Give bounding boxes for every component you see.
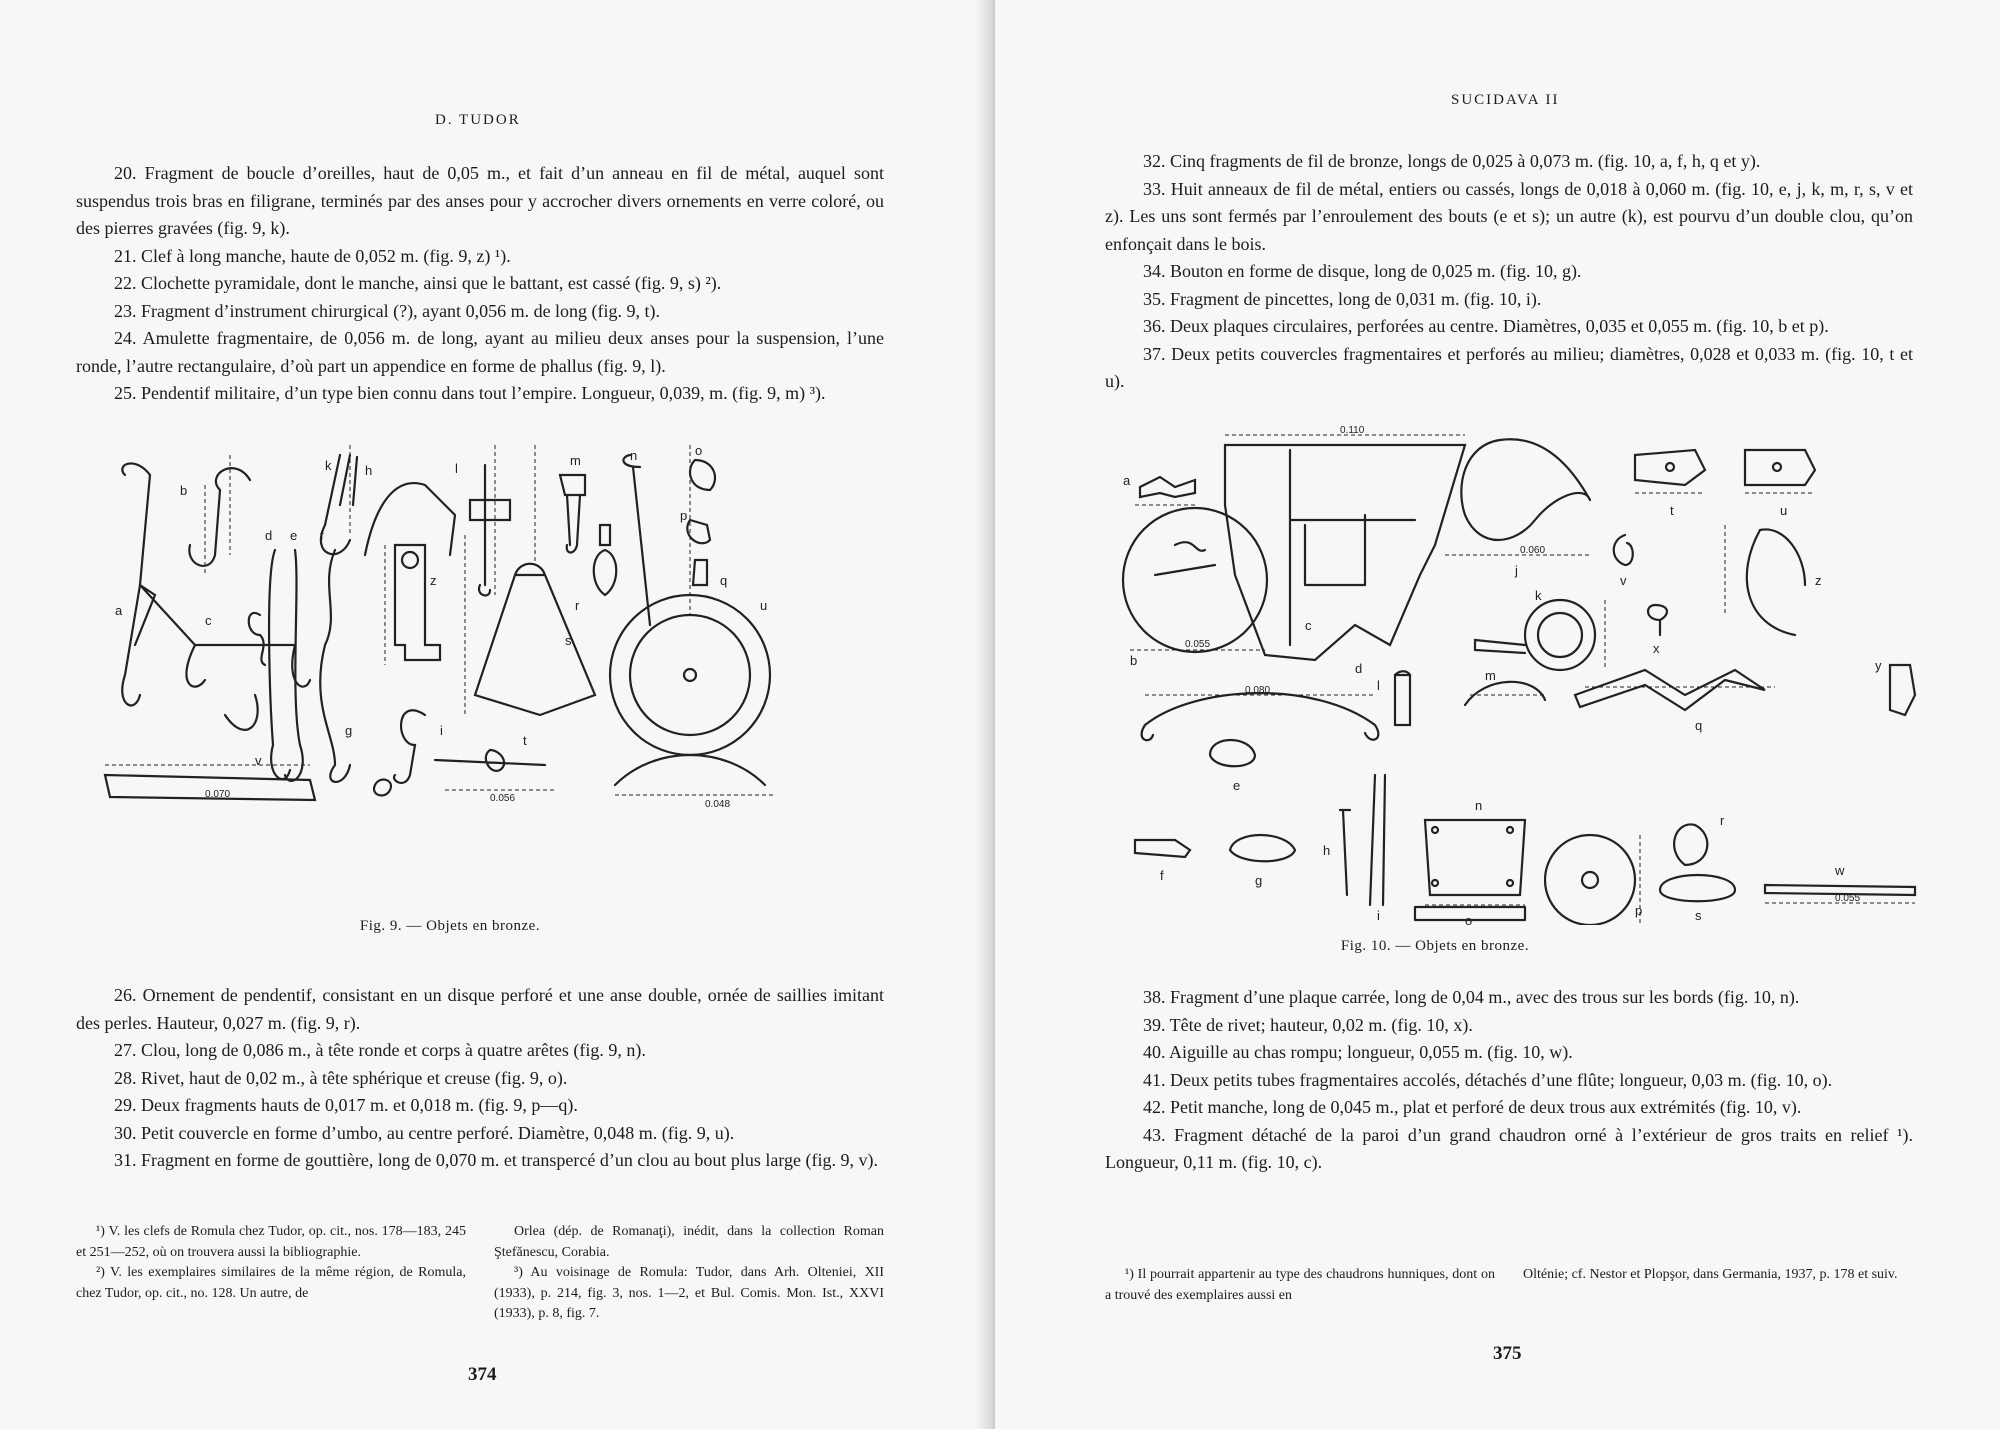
fig9-label-p: p [680,508,688,523]
fig10-label-k: k [1535,588,1542,603]
fig9-dim-u: 0.048 [705,799,731,810]
paragraph-40: 40. Aiguille au chas rompu; longueur, 0,055 m. (fig. 10, w). [1143,1042,1573,1062]
fig9-dim-v: 0.070 [205,789,231,800]
paragraph-34: 34. Bouton en forme de disque, long de 0,025 m. (fig. 10, g). [1143,261,1582,281]
fig9-label-n: n [630,448,638,463]
fig9-label-l: l [455,461,458,476]
paragraph-41: 41. Deux petits tubes fragmentaires accolés, détachés d’une flûte; longueur, 0,03 m. (fig. 10, o). [1143,1069,1833,1090]
fig9-dim-t: 0.056 [490,793,516,804]
left-text-bottom [76,982,884,1175]
fig10-label-a: a [1123,473,1131,488]
fig10-dim-d: 0.080 [1245,685,1271,696]
right-text-top [1105,148,1913,396]
paragraph-21: 21. Clef à long manche, haute de 0,052 m. (fig. 9, z) ¹). [114,245,511,266]
paragraph-26: 26. Ornement de pendentif, consistant en un disque perforé et une anse double, ornée de saillies imitant des perles. Hauteur, 0,027 m. (fig. 9, r). [76,985,884,1033]
left-footnotes-col1 [76,1222,466,1304]
fig9-label-i: i [440,723,443,738]
paragraph-33: 33. Huit anneaux de fil de métal, entiers ou cassés, longs de 0,018 à 0,060 m. (fig. 10, e, j, k, m, r, s, v et z). Les uns sont fermés par l’enroulement des bouts (e et s); un autre (k), est pourvu d’un double clou, qu’on enfonçait dans le bois. [1105,178,1913,254]
fig10-dim-c: 0.110 [1340,425,1365,436]
paragraph-43: 43. Fragment détaché de la paroi d’un grand chaudron orné à l’extérieur de gros traits en relief ¹). Longueur, 0,11 m. (fig. 10, c). [1105,1124,1913,1172]
figure-9 [95,445,885,905]
paragraph-32: 32. Cinq fragments de fil de bronze, longs de 0,025 à 0,073 m. (fig. 10, a, f, h, q et y). [1143,151,1761,171]
fig10-label-y: y [1875,658,1882,673]
fig9-label-f: f [320,528,324,543]
paragraph-42: 42. Petit manche, long de 0,045 m., plat et perforé de deux trous aux extrémités (fig. 10, v). [1143,1097,1802,1117]
paragraph-39: 39. Tête de rivet; hauteur, 0,02 m. (fig. 10, x). [1143,1014,1473,1035]
figure-10-drawing [1115,425,1925,925]
fig10-label-m: m [1485,668,1496,683]
fig9-label-d: d [265,528,273,543]
fig9-label-m: m [570,453,581,468]
right-text-bottom [1105,984,1913,1177]
paragraph-24: 24. Amulette fragmentaire, de 0,056 m. de long, ayant au milieu deux anses pour la suspension, l’une ronde, l’autre rectangulaire, d’où part un appendice en forme de phallus (fig. 9, l). [76,328,884,376]
paragraph-38: 38. Fragment d’une plaque carrée, long de 0,04 m., avec des trous sur les bords (fig. 10, n). [1143,987,1800,1007]
fig10-label-i: i [1377,908,1380,923]
paragraph-36: 36. Deux plaques circulaires, perforées au centre. Diamètres, 0,035 et 0,055 m. (fig. 10, b et p). [1143,316,1829,336]
paragraph-29: 29. Deux fragments hauts de 0,017 m. et 0,018 m. (fig. 9, p—q). [114,1095,578,1115]
fig10-label-l: l [1377,678,1380,693]
fig10-label-v: v [1620,573,1627,588]
fig10-label-j: j [1515,563,1518,578]
fig10-label-c: c [1305,618,1312,633]
fig10-label-s: s [1695,908,1702,923]
fig9-label-b: b [180,483,188,498]
paragraph-35: 35. Fragment de pincettes, long de 0,031 m. (fig. 10, i). [1143,288,1542,309]
paragraph-30: 30. Petit couvercle en forme d’umbo, au centre perforé. Diamètre, 0,048 m. (fig. 9, u). [114,1122,735,1143]
fig10-label-f: f [1160,868,1164,883]
fig10-dim-b: 0.055 [1185,639,1211,650]
fig9-label-o: o [695,445,703,458]
footnote-2: ²) V. les exemplaires similaires de la même région, de Romula, chez Tudor, op. cit., no. 128. Un autre, de [76,1265,466,1301]
folio-right: 375 [1493,1343,1522,1364]
left-footnotes-col2 [494,1222,884,1325]
footnote-right-1: ¹) Il pourrait appartenir au type des chaudrons hunniques, dont on a trouvé des exemplaires aussi en [1105,1267,1495,1303]
footnote-2-cont: Orlea (dép. de Romanaţi), inédit, dans la collection Roman Ştefănescu, Corabia. [494,1224,884,1260]
fig10-label-u: u [1780,503,1788,518]
fig9-label-q: q [720,573,728,588]
footnote-1: ¹) V. les clefs de Romula chez Tudor, op. cit., nos. 178—183, 245 et 251—252, où on trouvera aussi la bibliographie. [76,1224,466,1260]
fig10-label-w: w [1835,863,1845,878]
footnote-right-1-cont: Olténie; cf. Nestor et Plopşor, dans Germania, 1937, p. 178 et suiv. [1523,1267,1898,1282]
fig10-label-h: h [1323,843,1331,858]
fig10-label-p: p [1635,903,1643,918]
left-text-top [76,160,884,408]
paragraph-28: 28. Rivet, haut de 0,02 m., à tête sphérique et creuse (fig. 9, o). [114,1067,568,1088]
fig9-label-k: k [325,458,332,473]
footnote-3: ³) Au voisinage de Romula: Tudor, dans Arh. Olteniei, XII (1933), p. 214, fig. 3, nos. 1—2, et Bul. Comis. Mon. Ist., XXVI (1933), p. 8, fig. 7. [494,1265,884,1321]
left-footnotes [76,1222,884,1322]
paragraph-31: 31. Fragment en forme de gouttière, long de 0,070 m. et transpercé d’un clou au bout plus large (fig. 9, v). [114,1150,878,1170]
right-footnotes-col2 [1523,1265,1913,1286]
fig9-label-t: t [523,733,527,748]
fig9-label-v: v [255,753,262,768]
right-footnotes [1105,1265,1913,1315]
fig10-label-x: x [1653,641,1660,656]
paragraph-22: 22. Clochette pyramidale, dont le manche, ainsi que le battant, est cassé (fig. 9, s) ²). [114,273,722,293]
paragraph-23: 23. Fragment d’instrument chirurgical (?), ayant 0,056 m. de long (fig. 9, t). [114,300,661,321]
figure-10-caption: Fig. 10. — Objets en bronze. [1340,938,1530,954]
fig9-label-r: r [575,598,580,613]
paragraph-27: 27. Clou, long de 0,086 m., à tête ronde et corps à quatre arêtes (fig. 9, n). [114,1040,646,1060]
fig9-label-s: s [565,633,572,648]
fig10-label-o: o [1465,913,1473,925]
fig9-label-u: u [760,598,768,613]
figure-9-drawing [95,445,885,905]
running-head-left: D. TUDOR [435,112,521,128]
fig10-label-e: e [1233,778,1241,793]
fig10-label-r: r [1720,813,1725,828]
right-page [995,0,2000,1429]
fig9-label-e: e [290,528,298,543]
fig10-label-q: q [1695,718,1703,733]
fig10-dim-j: 0.060 [1520,545,1546,556]
fig9-label-h: h [365,463,373,478]
fig9-label-c: c [205,613,212,628]
figure-9-caption: Fig. 9. — Objets en bronze. [359,918,541,934]
fig10-label-t: t [1670,503,1674,518]
running-head-right: SUCIDAVA II [1451,92,1560,108]
paragraph-25: 25. Pendentif militaire, d’un type bien connu dans tout l’empire. Longueur, 0,039, m. (fig. 9, m) ³). [114,383,826,403]
fig9-label-g: g [345,723,353,738]
left-page [0,0,995,1429]
fig10-label-g: g [1255,873,1263,888]
fig9-label-z: z [430,573,437,588]
right-footnotes-col1 [1105,1265,1495,1306]
fig10-label-b: b [1130,653,1138,668]
fig9-label-a: a [115,603,123,618]
fig10-label-z: z [1815,573,1822,588]
paragraph-20: 20. Fragment de boucle d’oreilles, haut de 0,05 m., et fait d’un anneau en fil de métal, auquel sont suspendus trois bras en filigrane, terminés par des anses pour y accrocher divers ornements en verre coloré, ou des pierres gravées (fig. 9, k). [76,163,884,238]
fig10-dim-w: 0.055 [1835,893,1861,904]
folio-left: 374 [468,1364,497,1385]
fig10-label-n: n [1475,798,1483,813]
figure-10 [1115,425,1925,925]
paragraph-37: 37. Deux petits couvercles fragmentaires et perforés au milieu; diamètres, 0,028 et 0,033 m. (fig. 10, t et u). [1105,343,1913,391]
fig10-label-d: d [1355,661,1363,676]
